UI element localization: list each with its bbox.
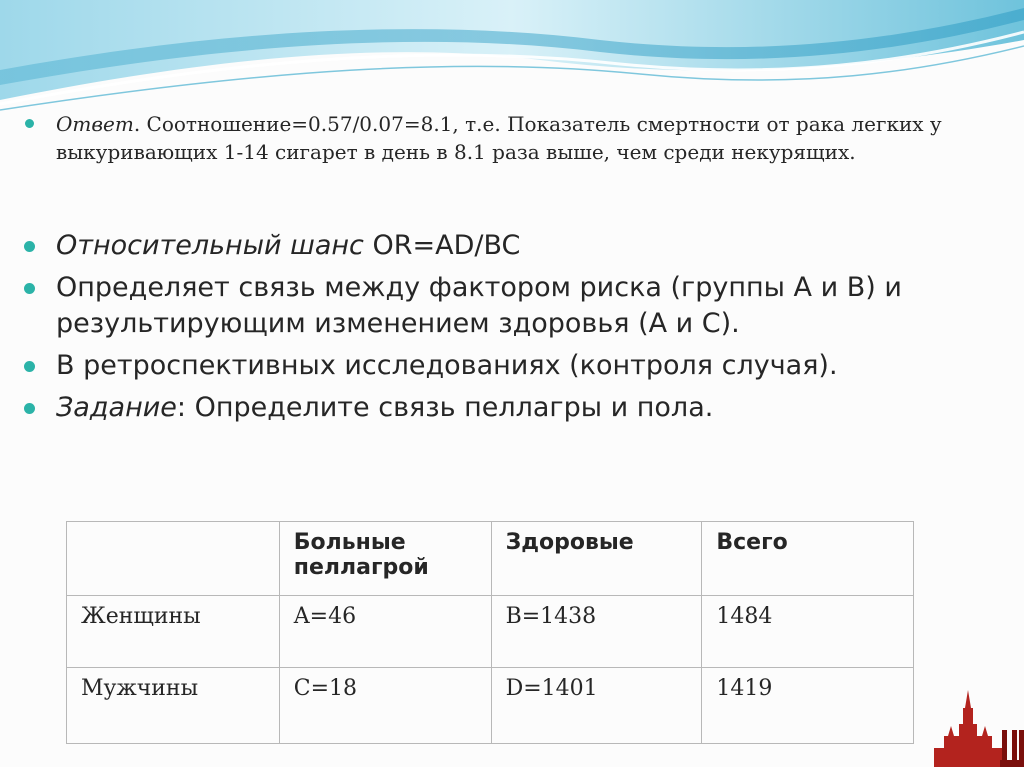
pellagra-table [66, 521, 914, 744]
table-header-cell [67, 522, 280, 596]
decorative-wave-header [0, 0, 1024, 120]
bullet-definition [22, 270, 1002, 342]
table-header-cell: Больные пеллагрой [279, 522, 491, 596]
bullet-retrospective [22, 348, 1002, 384]
bullet-odds-ratio [22, 228, 1002, 264]
bullet-dot-icon [25, 119, 34, 128]
bullet-italic: Задание [56, 392, 177, 423]
table-header-cell: Здоровые [491, 522, 702, 596]
bullet-text: : Определите связь пеллагры и пола. [176, 392, 714, 423]
table-cell: D=1401 [491, 668, 702, 744]
table-cell: B=1438 [491, 596, 702, 668]
table-header-row [67, 522, 914, 596]
bullet-dot-icon [24, 361, 35, 372]
bullet-list [22, 110, 1002, 426]
table-row [67, 596, 914, 668]
bullet-dot-icon [24, 241, 35, 252]
bullet-answer [22, 110, 1002, 228]
bullet-task [22, 390, 1002, 426]
bullet-dot-icon [24, 283, 35, 294]
bullet-text: . Соотношение=0.57/0.07=8.1, т.е. Показатель смертности от рака легких у выкуривающих 1-14 сигарет в день в 8.1 раза выше, чем среди некурящих. [56, 112, 942, 164]
table-cell: C=18 [279, 668, 491, 744]
bullet-italic: Относительный шанс [56, 230, 364, 261]
table-cell: Мужчины [67, 668, 280, 744]
table-cell: 1419 [702, 668, 914, 744]
table-header-cell: Всего [702, 522, 914, 596]
table-cell: A=46 [279, 596, 491, 668]
table-row [67, 668, 914, 744]
university-logo-icon [930, 690, 1024, 767]
bullet-text: OR=AD/BC [363, 230, 521, 261]
bullet-italic: Ответ [56, 112, 134, 136]
bullet-text: Определяет связь между фактором риска (группы А и В) и результирующим изменением здоровья (А и С). [56, 272, 902, 339]
bullet-text: В ретроспективных исследованиях (контроля случая). [56, 350, 838, 381]
table-cell: Женщины [67, 596, 280, 668]
table-cell: 1484 [702, 596, 914, 668]
bullet-dot-icon [24, 403, 35, 414]
